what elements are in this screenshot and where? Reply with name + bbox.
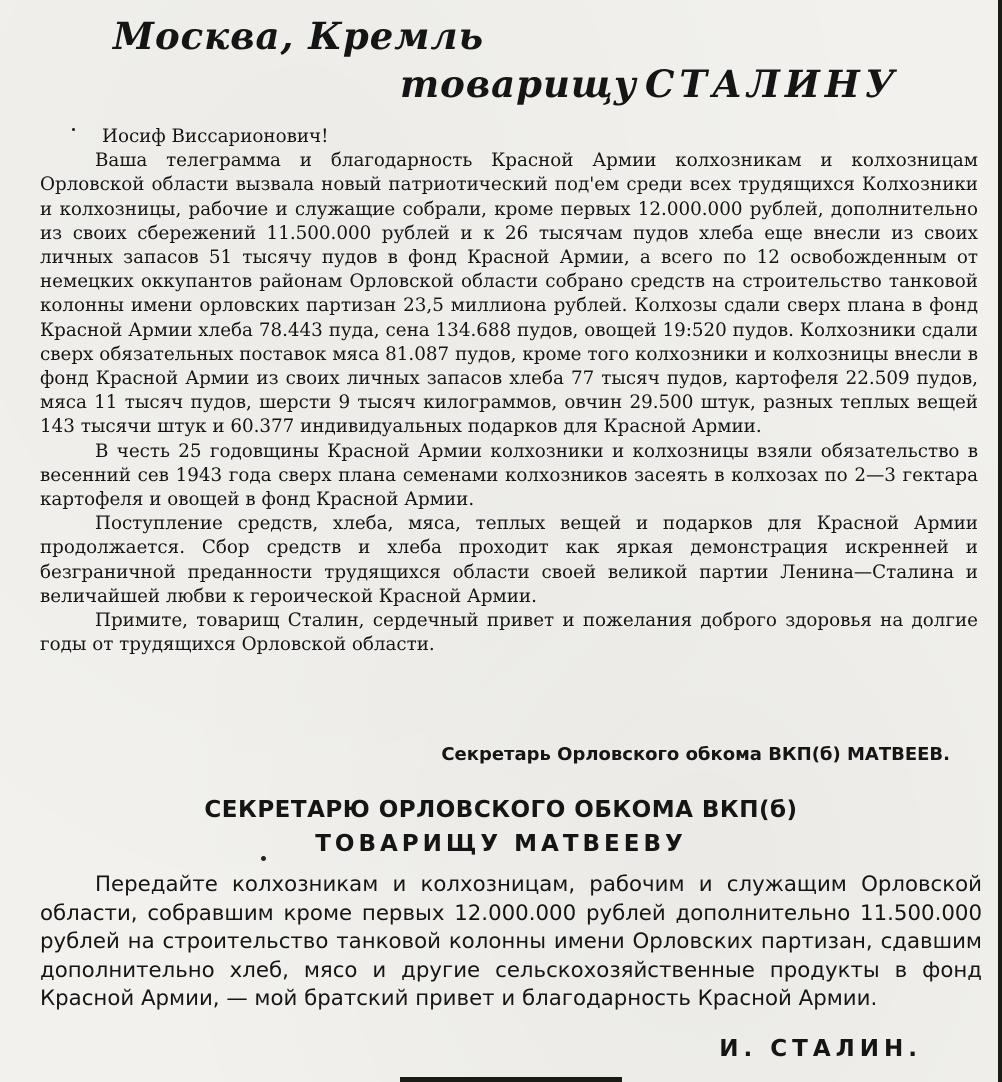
telegram-body	[40, 125, 978, 657]
address-name: СТАЛИНУ	[644, 62, 900, 106]
column-rule-bottom	[400, 1077, 622, 1082]
address-line-recipient	[400, 62, 900, 106]
letter-paragraph-1: Ваша телеграмма и благодарность Красной Армии колхозникам и колхозницам Орловской области вызвала новый патриотический под'ем среди всех трудящихся Колхозники и колхозницы, рабочие и служащие собрали, кроме первых 12.000.000 рублей, дополнительно из своих сбережений 11.500.000 рублей и к 26 тысячам пудов хлеба еще внесли из своих личных запасов 51 тысячу пудов в фонд Красной Армии, а всего по 12 освобожденным от немецких оккупантов районам Орловской области собрано средств на строительство танковой колонны имени орловских партизан 23,5 миллиона рублей. Колхозы сдали сверх плана в фонд Красной Армии хлеба 78.443 пуда, сена 134.688 пудов, овощей 19:520 пудов. Колхозники сдали сверх обязательных поставок мяса 81.087 пудов, кроме того колхозники и колхозницы внесли в фонд Красной Армии из своих личных запасов хлеба 77 тысяч пудов, картофеля 22.509 пудов, мяса 11 тысяч пудов, шерсти 9 тысяч килограммов, овчин 29.500 штук, разных теплых вещей 143 тысячи штук и 60.377 индивидуальных подарков для Красной Армии.	[40, 150, 978, 438]
letter-signature: Секретарь Орловского обкома ВКП(б) МАТВЕЕВ.	[441, 744, 950, 765]
address-prefix: товарищу	[400, 62, 637, 106]
reply-body	[40, 871, 982, 1014]
column-rule-vertical	[998, 0, 1002, 1082]
letter-paragraph-3: Поступление средств, хлеба, мяса, теплых вещей и подарков для Красной Армии продолжается. Сбор средств и хлеба проходит как яркая демонстрация искренней и безграничной преданности трудящихся области своей великой партии Ленина—Сталина и величайшей любви к героической Красной Армии.	[40, 513, 978, 607]
address-line-moscow: Москва, Кремль	[113, 14, 484, 58]
reply-heading-line-2: ТОВАРИЩУ МАТВЕЕВУ	[315, 831, 687, 857]
reply-paragraph: Передайте колхозникам и колхозницам, рабочим и служащим Орловской области, собравшим кроме первых 12.000.000 рублей дополнительно 11.500.000 рублей на строительство танковой колонны имени Орловских партизан, сдавшим дополнительно хлеб, мясо и другие сельскохозяйственные продукты в фонд Красной Армии, — мой братский привет и благодарность Красной Армии.	[40, 872, 982, 1012]
ink-speck	[261, 856, 266, 861]
reply-heading-line-1: СЕКРЕТАРЮ ОРЛОВСКОГО ОБКОМА ВКП(б)	[204, 797, 798, 823]
letter-paragraph-4: Примите, товарищ Сталин, сердечный привет и пожелания доброго здоровья на долгие годы от трудящихся Орловской области.	[40, 610, 978, 656]
ink-speck	[72, 128, 75, 131]
reply-signature: И. СТАЛИН.	[719, 1036, 922, 1062]
salutation: Иосиф Виссарионович!	[102, 126, 329, 147]
letter-paragraph-2: В честь 25 годовщины Красной Армии колхозники и колхозницы взяли обязательство в весенний сев 1943 года сверх плана семенами колхозников засеять в колхозах по 2—3 гектара картофеля и овощей в фонд Красной Армии.	[40, 440, 978, 511]
